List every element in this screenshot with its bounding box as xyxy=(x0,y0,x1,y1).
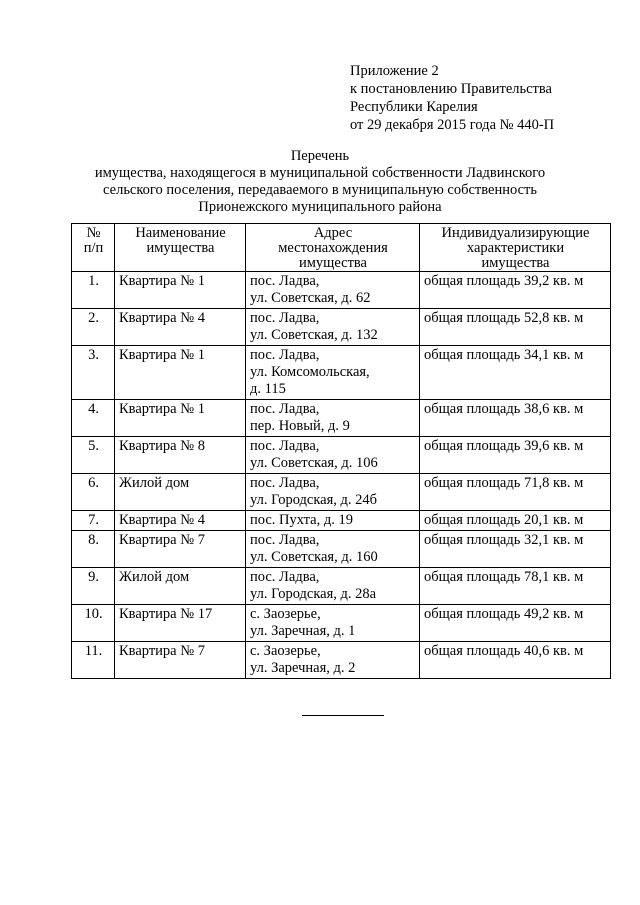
title-line: сельского поселения, передаваемого в муниципальную собственность xyxy=(103,182,537,198)
table-row xyxy=(72,568,611,605)
row-characteristics: общая площадь 32,1 кв. м xyxy=(420,531,611,568)
header-name: Наименование имущества xyxy=(115,224,246,272)
row-number: 11. xyxy=(72,642,115,679)
table-row xyxy=(72,400,611,437)
row-name: Квартира № 1 xyxy=(115,346,246,400)
row-characteristics: общая площадь 20,1 кв. м xyxy=(420,511,611,531)
table-row xyxy=(72,642,611,679)
row-address: пос. Ладва, ул. Советская, д. 160 xyxy=(246,531,420,568)
row-number: 1. xyxy=(72,272,115,309)
row-characteristics: общая площадь 40,6 кв. м xyxy=(420,642,611,679)
appendix-line: Республики Карелия xyxy=(350,99,478,115)
header-number: № п/п xyxy=(72,224,115,272)
row-address: пос. Ладва, пер. Новый, д. 9 xyxy=(246,400,420,437)
title-line: Прионежского муниципального района xyxy=(198,199,442,215)
row-number: 7. xyxy=(72,511,115,531)
row-name: Квартира № 17 xyxy=(115,605,246,642)
row-name: Квартира № 4 xyxy=(115,309,246,346)
row-number: 8. xyxy=(72,531,115,568)
end-divider xyxy=(302,715,384,716)
title-line: Перечень xyxy=(290,148,350,164)
row-address: пос. Ладва, ул. Городская, д. 28а xyxy=(246,568,420,605)
row-characteristics: общая площадь 39,6 кв. м xyxy=(420,437,611,474)
row-characteristics: общая площадь 34,1 кв. м xyxy=(420,346,611,400)
row-number: 6. xyxy=(72,474,115,511)
row-address: пос. Ладва, ул. Советская, д. 62 xyxy=(246,272,420,309)
table-row xyxy=(72,474,611,511)
row-name: Квартира № 4 xyxy=(115,511,246,531)
table-row xyxy=(72,309,611,346)
row-address: пос. Ладва, ул. Советская, д. 132 xyxy=(246,309,420,346)
table-row xyxy=(72,511,611,531)
row-address: с. Заозерье, ул. Заречная, д. 1 xyxy=(246,605,420,642)
property-table xyxy=(71,223,611,679)
row-name: Квартира № 1 xyxy=(115,272,246,309)
table-row xyxy=(72,437,611,474)
header-characteristics: Индивидуализирующие характеристики имущества xyxy=(420,224,611,272)
row-number: 4. xyxy=(72,400,115,437)
row-address: пос. Ладва, ул. Городская, д. 24б xyxy=(246,474,420,511)
row-name: Жилой дом xyxy=(115,568,246,605)
row-number: 5. xyxy=(72,437,115,474)
row-address: пос. Пухта, д. 19 xyxy=(246,511,420,531)
table-body xyxy=(72,272,611,679)
table-header-row xyxy=(72,224,611,272)
appendix-line: от 29 декабря 2015 года № 440-П xyxy=(350,117,555,133)
row-address: с. Заозерье, ул. Заречная, д. 2 xyxy=(246,642,420,679)
table-row xyxy=(72,272,611,309)
title-line: имущества, находящегося в муниципальной собственности Ладвинского xyxy=(94,165,546,181)
row-characteristics: общая площадь 39,2 кв. м xyxy=(420,272,611,309)
row-name: Квартира № 7 xyxy=(115,642,246,679)
appendix-line: к постановлению Правительства xyxy=(350,81,552,97)
appendix-line: Приложение 2 xyxy=(350,63,439,79)
row-characteristics: общая площадь 49,2 кв. м xyxy=(420,605,611,642)
header-address: Адрес местонахождения имущества xyxy=(246,224,420,272)
row-characteristics: общая площадь 78,1 кв. м xyxy=(420,568,611,605)
row-characteristics: общая площадь 52,8 кв. м xyxy=(420,309,611,346)
row-name: Жилой дом xyxy=(115,474,246,511)
document-title xyxy=(0,148,640,216)
row-name: Квартира № 7 xyxy=(115,531,246,568)
table-row xyxy=(72,531,611,568)
row-characteristics: общая площадь 71,8 кв. м xyxy=(420,474,611,511)
table-row xyxy=(72,346,611,400)
row-characteristics: общая площадь 38,6 кв. м xyxy=(420,400,611,437)
row-address: пос. Ладва, ул. Советская, д. 106 xyxy=(246,437,420,474)
row-number: 9. xyxy=(72,568,115,605)
row-number: 10. xyxy=(72,605,115,642)
row-address: пос. Ладва, ул. Комсомольская, д. 115 xyxy=(246,346,420,400)
row-number: 2. xyxy=(72,309,115,346)
row-name: Квартира № 8 xyxy=(115,437,246,474)
row-number: 3. xyxy=(72,346,115,400)
table-row xyxy=(72,605,611,642)
row-name: Квартира № 1 xyxy=(115,400,246,437)
appendix-block xyxy=(350,62,554,134)
